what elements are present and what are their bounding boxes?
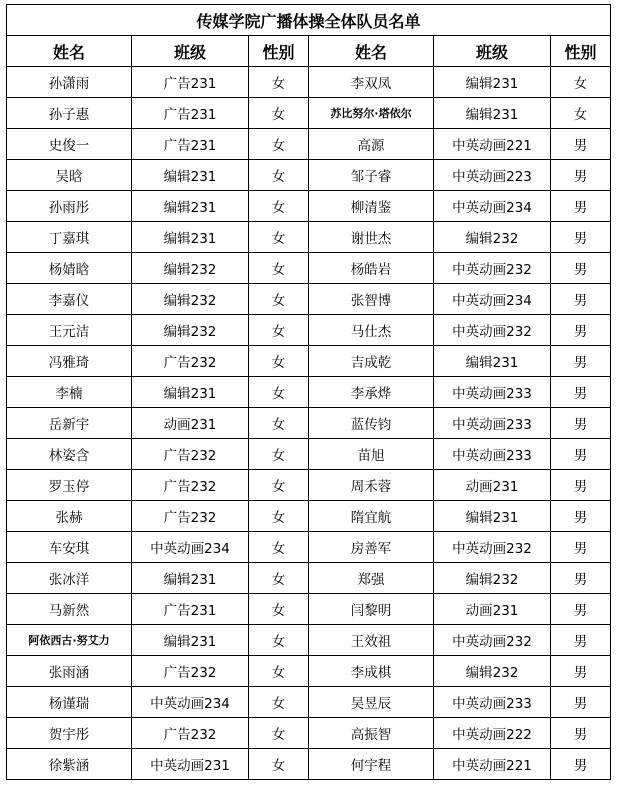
member-name-right: 王效祖 [309,625,434,656]
table-row [7,253,611,284]
member-name-left: 张雨涵 [7,656,132,687]
member-name-left: 孙子惠 [7,98,132,129]
member-class-left: 广告232 [132,501,249,532]
member-class-right: 中英动画234 [434,191,551,222]
member-class-right: 编辑231 [434,501,551,532]
member-class-right: 中英动画232 [434,625,551,656]
member-class-left: 广告231 [132,67,249,98]
member-class-left: 广告232 [132,346,249,377]
member-name-left: 马新然 [7,594,132,625]
member-name-right: 吉成乾 [309,346,434,377]
member-class-right: 编辑232 [434,563,551,594]
member-class-left: 编辑231 [132,625,249,656]
member-gender-right: 男 [551,439,611,470]
member-class-right: 编辑232 [434,656,551,687]
member-gender-right: 男 [551,222,611,253]
member-gender-left: 女 [249,749,309,780]
member-gender-left: 女 [249,625,309,656]
member-class-right: 中英动画221 [434,129,551,160]
member-name-left: 车安琪 [7,532,132,563]
roster-sheet [6,4,610,780]
member-gender-left: 女 [249,67,309,98]
member-name-left: 林姿含 [7,439,132,470]
member-name-right: 蓝传钧 [309,408,434,439]
member-name-right: 高源 [309,129,434,160]
member-name-right: 李成棋 [309,656,434,687]
header-class-left: 班级 [132,36,249,67]
table-row [7,470,611,501]
member-gender-right: 男 [551,594,611,625]
table-row [7,315,611,346]
member-name-left: 杨婧晗 [7,253,132,284]
table-row [7,67,611,98]
member-class-left: 广告232 [132,470,249,501]
member-name-right: 周禾蓉 [309,470,434,501]
member-class-right: 中英动画234 [434,284,551,315]
member-gender-right: 男 [551,315,611,346]
header-gender-left: 性别 [249,36,309,67]
member-name-left: 阿依西古·努艾力 [7,625,132,656]
table-row [7,98,611,129]
member-name-right: 隋宜航 [309,501,434,532]
member-class-left: 编辑232 [132,253,249,284]
member-class-right: 中英动画233 [434,687,551,718]
member-name-right: 邹子睿 [309,160,434,191]
member-gender-left: 女 [249,687,309,718]
member-gender-left: 女 [249,346,309,377]
member-class-right: 中英动画221 [434,749,551,780]
member-gender-right: 男 [551,346,611,377]
member-name-left: 贺宇彤 [7,718,132,749]
member-name-left: 孙雨彤 [7,191,132,222]
member-name-left: 张冰洋 [7,563,132,594]
member-gender-left: 女 [249,222,309,253]
member-name-left: 冯雅琦 [7,346,132,377]
member-gender-right: 男 [551,408,611,439]
table-row [7,284,611,315]
member-gender-right: 男 [551,687,611,718]
member-gender-right: 男 [551,470,611,501]
member-gender-right: 男 [551,656,611,687]
table-row [7,656,611,687]
member-class-left: 广告231 [132,129,249,160]
member-gender-left: 女 [249,98,309,129]
member-name-right: 李承烨 [309,377,434,408]
member-gender-left: 女 [249,718,309,749]
table-row [7,191,611,222]
member-gender-right: 男 [551,532,611,563]
member-name-right: 苏比努尔·塔依尔 [309,98,434,129]
member-name-right: 苗旭 [309,439,434,470]
member-name-left: 孙潇雨 [7,67,132,98]
table-row [7,749,611,780]
member-class-right: 中英动画233 [434,408,551,439]
roster-table [6,4,611,780]
member-gender-left: 女 [249,284,309,315]
member-name-right: 张智博 [309,284,434,315]
member-class-right: 动画231 [434,594,551,625]
member-class-left: 编辑232 [132,315,249,346]
member-gender-left: 女 [249,470,309,501]
table-row [7,160,611,191]
member-class-right: 编辑231 [434,67,551,98]
member-name-right: 何宇程 [309,749,434,780]
member-name-left: 丁嘉琪 [7,222,132,253]
member-class-left: 广告232 [132,718,249,749]
member-gender-right: 女 [551,67,611,98]
member-class-left: 编辑231 [132,222,249,253]
member-class-right: 中英动画232 [434,253,551,284]
header-class-right: 班级 [434,36,551,67]
table-title: 传媒学院广播体操全体队员名单 [7,5,611,36]
member-gender-left: 女 [249,501,309,532]
member-class-left: 编辑232 [132,284,249,315]
member-name-right: 郑强 [309,563,434,594]
member-name-left: 岳新宇 [7,408,132,439]
table-row [7,377,611,408]
member-gender-right: 男 [551,160,611,191]
roster-body [7,67,611,780]
member-gender-left: 女 [249,315,309,346]
member-name-right: 房善军 [309,532,434,563]
member-class-left: 中英动画234 [132,687,249,718]
member-gender-left: 女 [249,408,309,439]
table-row [7,687,611,718]
header-name-left: 姓名 [7,36,132,67]
member-gender-right: 男 [551,284,611,315]
member-class-right: 中英动画233 [434,377,551,408]
member-name-left: 徐紫涵 [7,749,132,780]
member-class-right: 中英动画232 [434,315,551,346]
member-class-right: 中英动画223 [434,160,551,191]
member-class-left: 动画231 [132,408,249,439]
member-gender-left: 女 [249,191,309,222]
member-gender-left: 女 [249,377,309,408]
member-name-right: 李双凤 [309,67,434,98]
member-name-left: 张赫 [7,501,132,532]
member-class-left: 中英动画234 [132,532,249,563]
member-gender-right: 男 [551,625,611,656]
member-gender-left: 女 [249,656,309,687]
member-class-right: 中英动画222 [434,718,551,749]
member-class-left: 广告232 [132,439,249,470]
member-gender-left: 女 [249,253,309,284]
member-class-right: 编辑231 [434,346,551,377]
member-gender-right: 男 [551,563,611,594]
member-gender-left: 女 [249,563,309,594]
table-row [7,346,611,377]
member-gender-right: 男 [551,191,611,222]
member-gender-left: 女 [249,594,309,625]
table-row [7,129,611,160]
member-class-left: 广告231 [132,594,249,625]
table-row [7,532,611,563]
header-gender-right: 性别 [551,36,611,67]
member-class-left: 广告232 [132,656,249,687]
member-name-right: 闫黎明 [309,594,434,625]
member-gender-right: 男 [551,253,611,284]
member-class-left: 编辑231 [132,191,249,222]
member-name-left: 吴晗 [7,160,132,191]
header-row [7,36,611,67]
member-name-left: 杨谨瑞 [7,687,132,718]
member-gender-right: 男 [551,129,611,160]
member-class-right: 中英动画233 [434,439,551,470]
member-gender-right: 男 [551,749,611,780]
member-name-left: 史俊一 [7,129,132,160]
member-class-right: 编辑232 [434,222,551,253]
member-class-left: 编辑231 [132,160,249,191]
member-name-right: 谢世杰 [309,222,434,253]
member-name-right: 马仕杰 [309,315,434,346]
member-name-left: 李嘉仪 [7,284,132,315]
member-class-right: 动画231 [434,470,551,501]
member-gender-left: 女 [249,532,309,563]
member-gender-right: 男 [551,718,611,749]
member-gender-right: 男 [551,501,611,532]
table-row [7,501,611,532]
member-name-right: 柳清鉴 [309,191,434,222]
member-gender-left: 女 [249,439,309,470]
member-name-right: 吴昱辰 [309,687,434,718]
member-name-left: 王元洁 [7,315,132,346]
table-row [7,594,611,625]
table-row [7,625,611,656]
table-row [7,563,611,594]
member-class-left: 编辑231 [132,563,249,594]
member-gender-left: 女 [249,129,309,160]
member-name-right: 高振智 [309,718,434,749]
member-class-right: 编辑231 [434,98,551,129]
table-row [7,718,611,749]
table-row [7,408,611,439]
member-gender-left: 女 [249,160,309,191]
member-name-right: 杨皓岩 [309,253,434,284]
table-row [7,439,611,470]
table-row [7,222,611,253]
member-name-left: 李楠 [7,377,132,408]
member-gender-right: 男 [551,377,611,408]
member-class-left: 广告231 [132,98,249,129]
member-gender-right: 女 [551,98,611,129]
member-class-left: 中英动画231 [132,749,249,780]
header-name-right: 姓名 [309,36,434,67]
member-class-right: 中英动画232 [434,532,551,563]
member-class-left: 编辑231 [132,377,249,408]
member-name-left: 罗玉停 [7,470,132,501]
